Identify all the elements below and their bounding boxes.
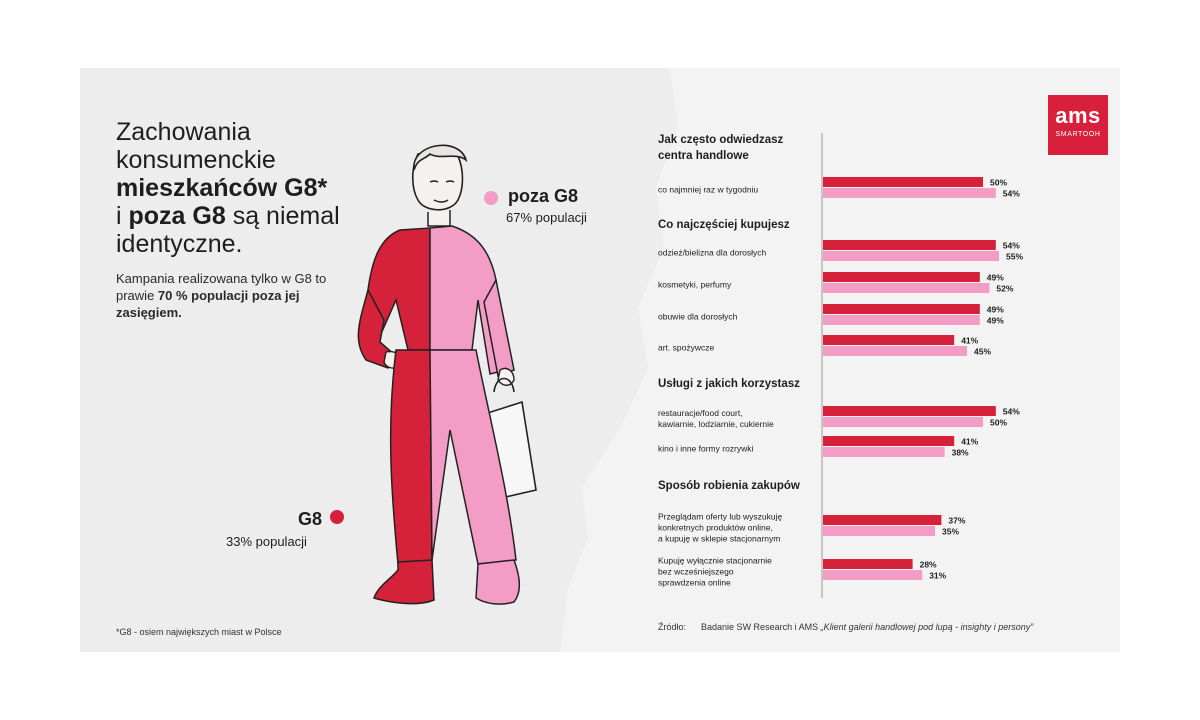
section-title: Sposób robienia zakupów [658,480,800,492]
poza-g8-label: poza G8 [508,186,579,206]
category-label: restauracje/food court, [658,408,743,418]
category-label: kino i inne formy rozrywki [658,443,754,454]
ams-logo [1048,95,1108,155]
section-title: Co najczęściej kupujesz [658,219,790,231]
poza-g8-dot [484,191,498,205]
section-title: Jak często odwiedzasz [658,134,784,146]
data-label-poza-g8: 54% [1002,188,1020,199]
data-label-poza-g8: 45% [974,346,992,357]
footnote: *G8 - osiem największych miast w Polsce [116,627,282,637]
category-label: art. spożywcze [658,342,715,353]
source-note [658,622,1033,632]
headline-line-1: Zachowania [116,118,251,146]
data-label-g8: 54% [1002,406,1020,417]
logo-ams: ams [1055,103,1101,128]
data-label-g8: 49% [986,272,1004,283]
data-label-poza-g8: 50% [990,417,1008,428]
source-title: „Klient galerii handlowej pod lupą - insighty i persony” [820,622,1034,632]
source-text: Badanie SW Research i AMS [701,622,821,632]
headline-line-3: mieszkańców G8* [116,174,328,202]
category-label: odzież/bielizna dla dorosłych [658,247,767,258]
data-label-poza-g8: 35% [942,526,960,537]
section-title: centra handlowe [658,150,749,162]
category-label: obuwie dla dorosłych [658,311,738,322]
category-label: Przeglądam oferty lub wyszukuję [658,511,783,522]
category-label: bez wcześniejszego [658,566,734,577]
data-label-g8: 41% [961,436,979,447]
poza-g8-percent: 67% populacji [506,210,587,225]
category-label: kosmetyki, perfumy [658,279,732,290]
g8-label: G8 [298,509,323,529]
data-label-g8: 41% [961,335,979,346]
data-label-poza-g8: 38% [951,447,969,458]
g8-percent: 33% populacji [226,534,307,549]
category-label: kawiarnie, lodziarnie, cukiernie [658,419,774,429]
headline-line-4-pre: i [116,202,129,230]
category-label: sprawdzenia online [658,577,731,588]
subline-text: Kampania realizowana tylko w G8 to prawie [116,271,327,303]
category-label: Kupuję wyłącznie stacjonarnie [658,555,772,566]
data-label-poza-g8: 55% [1006,251,1024,262]
category-label: co najmniej raz w tygodniu [658,184,759,195]
data-label-poza-g8: 52% [996,283,1014,294]
data-label-g8: 37% [948,515,966,526]
headline-line-2: konsumenckie [116,146,276,174]
data-label-g8: 49% [986,304,1004,315]
section-title: Usługi z jakich korzystasz [658,378,800,390]
g8-dot [330,510,344,524]
headline-line-4-post: są niemal [225,202,340,230]
logo-smartooh: SMARTOOH [1055,131,1101,138]
category-label: a kupuję w sklepie stacjonarnym [658,533,781,544]
data-label-g8: 28% [919,559,937,570]
headline-line-4-bold: poza G8 [128,202,226,230]
data-label-g8: 50% [990,177,1008,188]
data-label-poza-g8: 31% [929,570,947,581]
data-label-poza-g8: 49% [986,315,1004,326]
category-label: konkretnych produktów online, [658,522,773,533]
subline-bold: 70 % populacji poza jej zasięgiem. [116,288,300,320]
source-label: Źródło: [658,622,687,632]
data-label-g8: 54% [1002,240,1020,251]
headline-line-5: identyczne. [116,230,243,258]
